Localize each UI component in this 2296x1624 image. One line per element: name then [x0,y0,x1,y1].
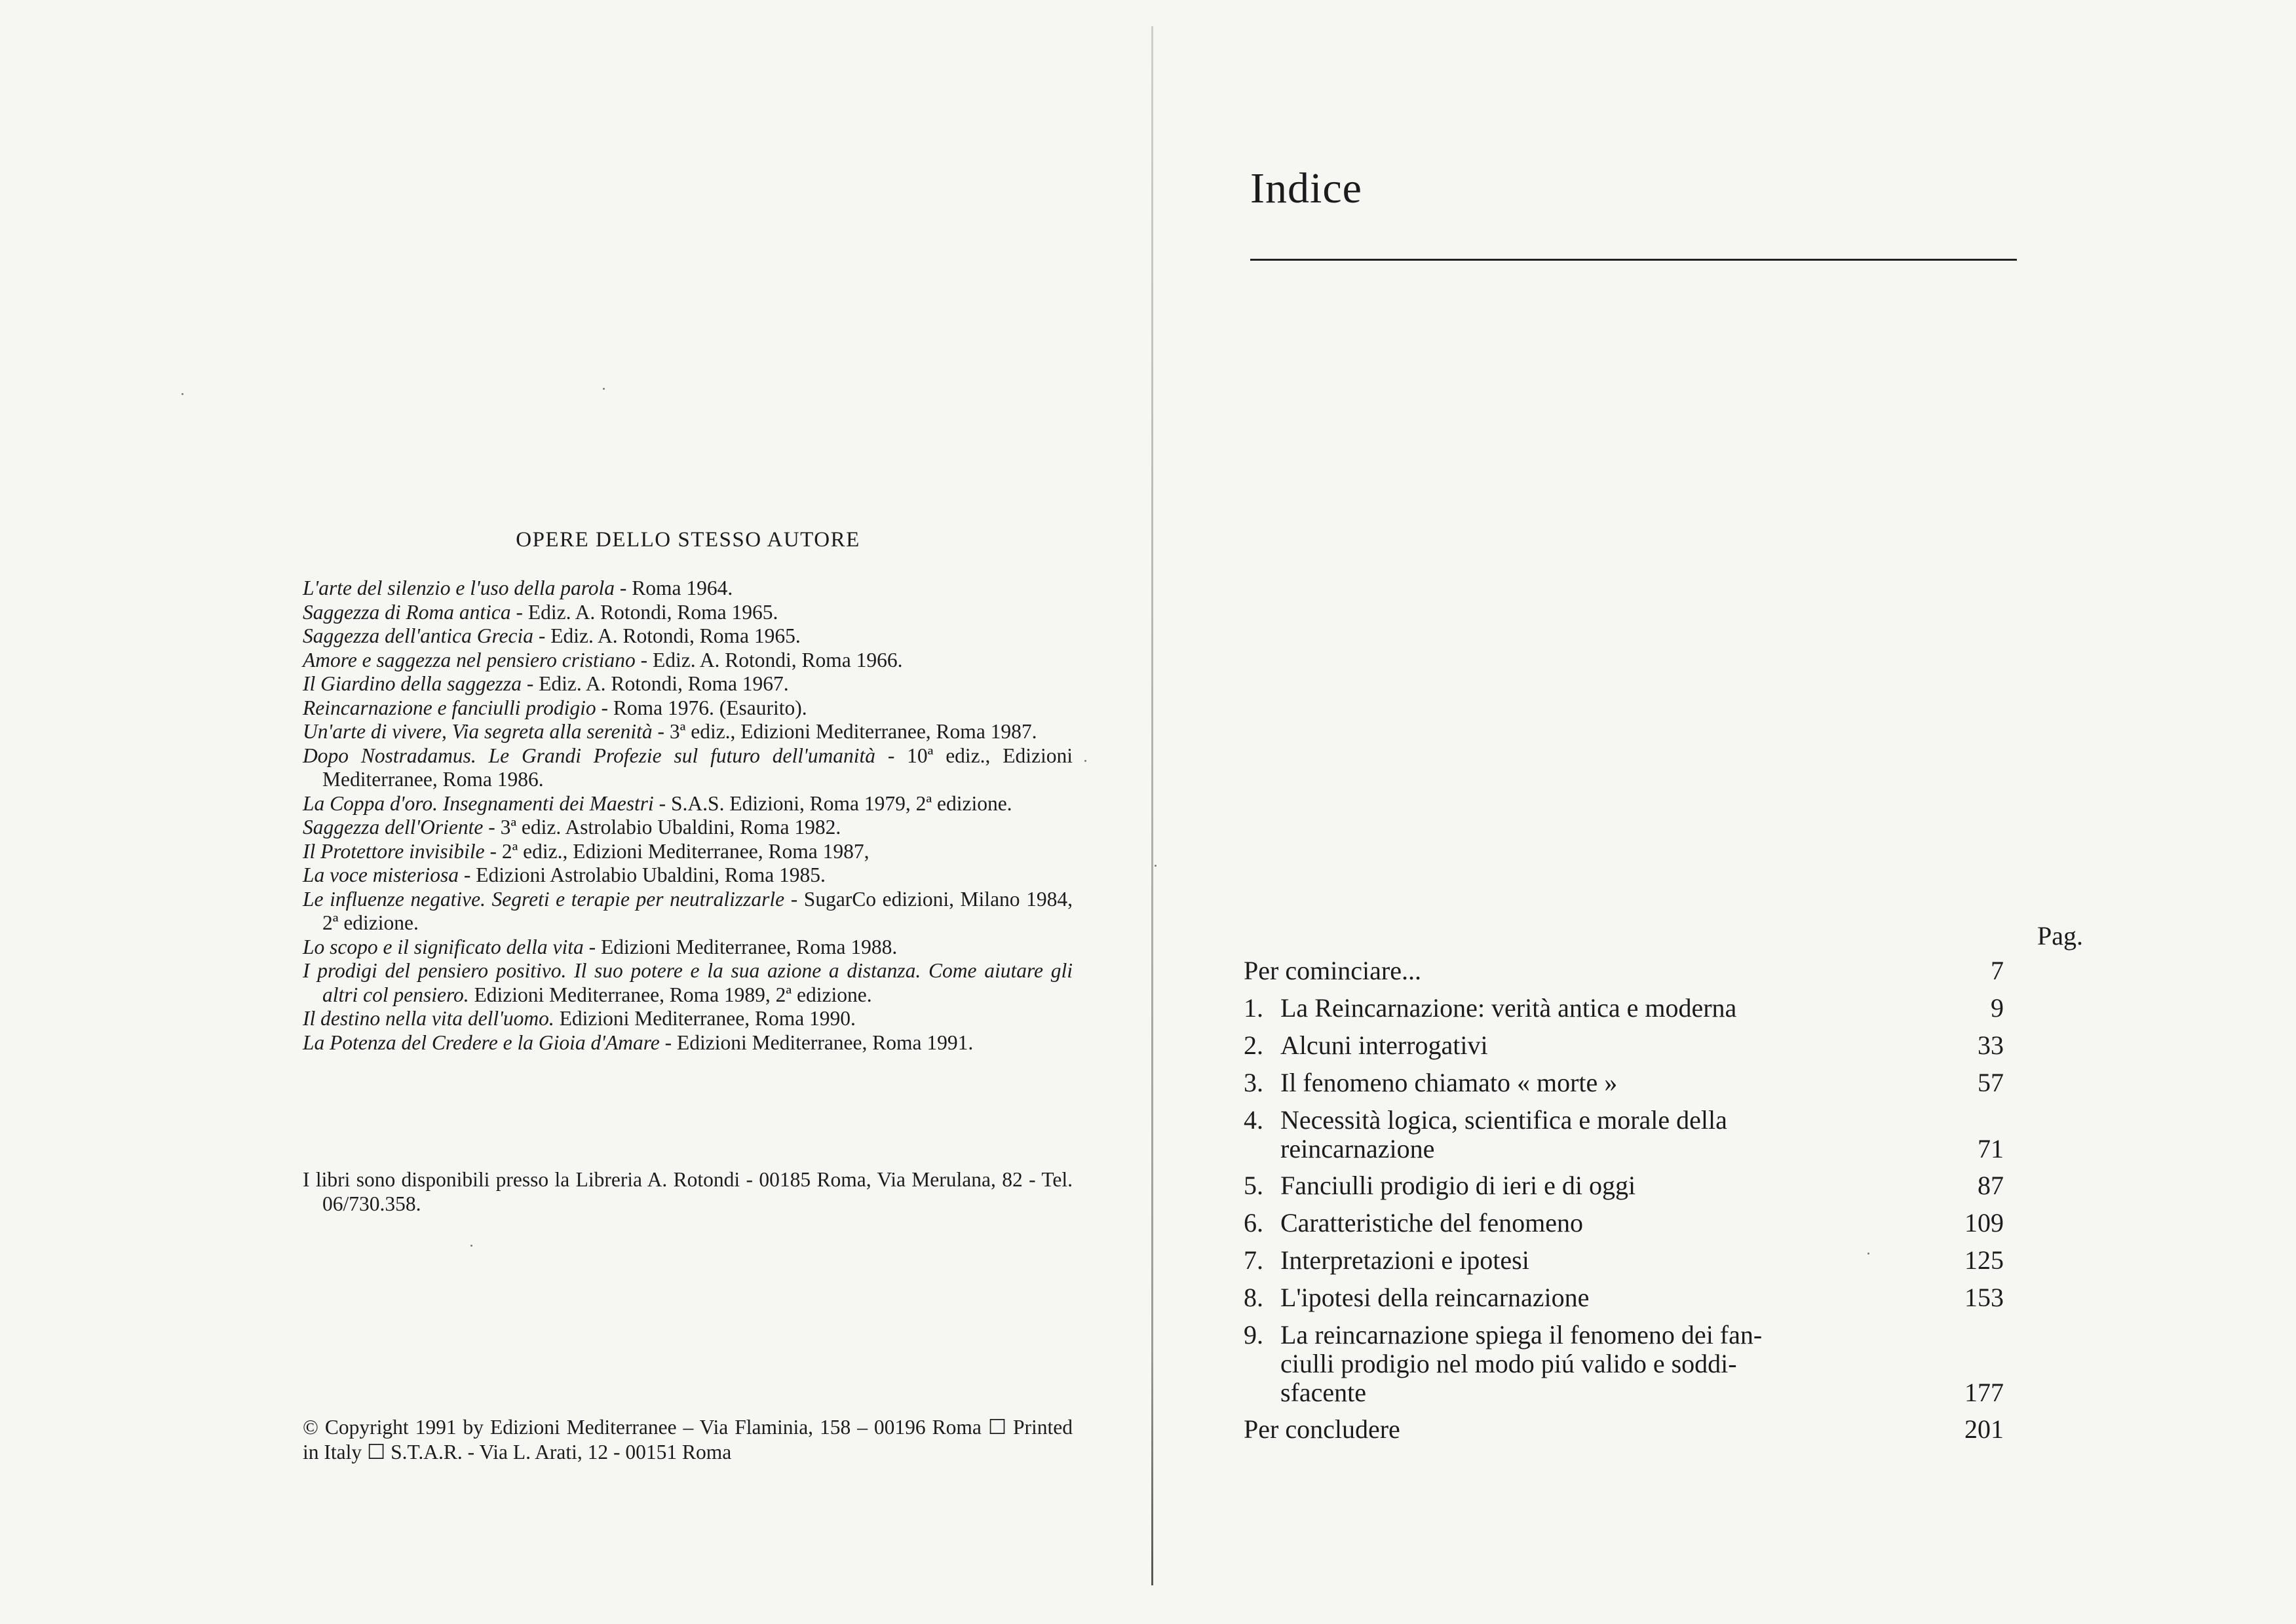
work-title: Saggezza dell'antica Grecia [303,624,534,647]
work-details: - Roma 1976. (Esaurito). [596,696,807,719]
toc-chapter-title [1244,956,1903,985]
work-title: La Potenza del Credere e la Gioia d'Amare [303,1030,660,1054]
toc-title-line: ciulli prodigio nel modo piú valido e soddi- [1280,1349,1737,1378]
availability-note: I libri sono disponibili presso la Libreria A. Rotondi - 00185 Roma, Via Merulana, 82 - Tel. 06/730.358. [303,1168,1073,1215]
toc-title-line: Caratteristiche del fenomeno [1280,1208,1584,1237]
toc-chapter-title [1280,1171,1903,1200]
index-title: Indice [1250,164,1362,212]
toc-title-line: Necessità logica, scientifica e morale della [1280,1105,1727,1135]
toc-page-number: 109 [1964,1208,2004,1237]
work-details: Edizioni Mediterranee, Roma 1989, 2ª edizione. [469,983,872,1006]
paper-speck [182,393,183,395]
work-entry [303,863,1073,888]
toc-entry [1244,1283,2004,1312]
work-details: - SugarCo edizioni, Milano 1984, 2ª edizione. [322,887,1073,934]
work-title: Lo scopo e il significato della vita [303,935,584,958]
work-details: - 3ª ediz. Astrolabio Ubaldini, Roma 1982. [483,816,841,839]
toc-chapter-number: 2. [1244,1030,1263,1060]
toc-entry [1244,1106,2004,1163]
work-title: Il Giardino della saggezza [303,672,522,695]
toc-chapter-title [1280,994,1903,1023]
work-title: Saggezza dell'Oriente [303,816,484,839]
work-title: La voce misteriosa [303,863,459,886]
work-title: Un'arte di vivere, Via segreta alla serenità [303,720,653,743]
toc-title-line: Il fenomeno chiamato « morte » [1280,1068,1618,1097]
work-title: L'arte del silenzio e l'uso della parola [303,576,615,599]
toc-entry [1244,994,2004,1023]
work-details: - S.A.S. Edizioni, Roma 1979, 2ª edizione. [653,791,1012,815]
toc-chapter-title [1280,1246,1903,1275]
toc-entry [1244,1171,2004,1200]
table-of-contents [1244,956,2004,1452]
paper-speck [470,1245,472,1247]
title-rule [1250,259,2017,261]
toc-page-number: 87 [1978,1171,2004,1200]
work-entry [303,601,1073,625]
work-entry [303,672,1073,696]
work-entry [303,649,1073,673]
toc-page-number: 177 [1964,1378,2004,1407]
work-details: - Ediz. A. Rotondi, Roma 1965. [510,600,778,624]
toc-entry [1244,956,2004,985]
work-title: I prodigi del pensiero positivo. Il suo potere e la sua azione a distanza. Come aiutare gli altri col pensiero. [303,959,1073,1006]
toc-title-line: La reincarnazione spiega il fenomeno dei fan- [1280,1320,1763,1350]
work-entry [303,888,1073,935]
paper-speck [603,388,605,390]
works-list [303,576,1073,1055]
work-entry [303,816,1073,840]
work-entry [303,696,1073,721]
work-title: Dopo Nostradamus. Le Grandi Profezie sul futuro dell'umanità [303,744,875,767]
work-title: Amore e saggezza nel pensiero cristiano [303,648,636,671]
work-details: - Roma 1964. [615,576,733,599]
work-details: - Edizioni Astrolabio Ubaldini, Roma 1985. [458,863,826,886]
toc-chapter-title [1280,1068,1903,1097]
work-title: Le influenze negative. Segreti e terapie per neutralizzarle [303,887,785,911]
work-entry [303,1031,1073,1055]
toc-entry [1244,1321,2004,1407]
work-details: - Edizioni Mediterranee, Roma 1991. [659,1030,974,1054]
work-entry [303,959,1073,1007]
toc-title-line: La Reincarnazione: verità antica e moderna [1280,993,1737,1023]
page-column-label: Pag. [2037,921,2083,951]
toc-chapter-number: 6. [1244,1208,1263,1237]
toc-title-line: sfacente [1280,1378,1367,1407]
toc-title-line: Per concludere [1244,1414,1400,1444]
work-entry [303,840,1073,864]
toc-page-number: 9 [1991,993,2004,1023]
paper-speck [1084,760,1086,762]
paper-speck [1155,865,1157,867]
toc-chapter-number: 8. [1244,1283,1263,1312]
toc-title-line: Per cominciare... [1244,956,1421,985]
toc-page-number: 71 [1978,1134,2004,1163]
toc-title-line: L'ipotesi della reincarnazione [1280,1283,1590,1312]
toc-entry [1244,1415,2004,1444]
work-details: - 10ª ediz., Edizioni Mediterranee, Roma 1986. [322,744,1073,791]
work-entry [303,935,1073,960]
toc-entry [1244,1246,2004,1275]
work-details: - Edizioni Mediterranee, Roma 1988. [583,935,898,958]
toc-chapter-title [1280,1031,1903,1060]
toc-chapter-number: 3. [1244,1068,1263,1097]
works-heading: OPERE DELLO STESSO AUTORE [516,528,860,552]
toc-page-number: 125 [1964,1245,2004,1275]
toc-chapter-number: 1. [1244,993,1263,1023]
work-entry [303,792,1073,816]
toc-chapter-number: 7. [1244,1245,1263,1275]
toc-chapter-number: 9. [1244,1320,1263,1350]
work-entry [303,576,1073,601]
work-details: - Ediz. A. Rotondi, Roma 1966. [635,648,903,671]
toc-chapter-title [1280,1106,1903,1163]
toc-title-line: Interpretazioni e ipotesi [1280,1245,1529,1275]
work-title: La Coppa d'oro. Insegnamenti dei Maestri [303,791,654,815]
work-details: - Ediz. A. Rotondi, Roma 1967. [521,672,789,695]
toc-page-number: 57 [1978,1068,2004,1097]
copyright-notice: © Copyright 1991 by Edizioni Mediterranee – Via Flaminia, 158 – 00196 Roma ☐ Printed in Italy ☐ S.T.A.R. - Via L. Arati, 12 - 00151 Roma [303,1416,1073,1463]
work-entry [303,744,1073,792]
right-page [1153,0,2296,1624]
work-title: Il destino nella vita dell'uomo. [303,1007,554,1030]
toc-page-number: 33 [1978,1030,2004,1060]
toc-title-line: reincarnazione [1280,1134,1435,1163]
toc-title-line: Fanciulli prodigio di ieri e di oggi [1280,1171,1636,1200]
toc-chapter-title [1244,1415,1903,1444]
work-title: Saggezza di Roma antica [303,600,511,624]
toc-chapter-number: 5. [1244,1171,1263,1200]
work-details: - 3ª ediz., Edizioni Mediterranee, Roma 1987. [652,720,1037,743]
toc-entry [1244,1209,2004,1237]
toc-chapter-number: 4. [1244,1105,1263,1135]
work-title: Reincarnazione e fanciulli prodigio [303,696,596,719]
toc-chapter-title [1280,1209,1903,1237]
work-entry [303,720,1073,744]
toc-chapter-title [1280,1321,1903,1407]
work-details: - 2ª ediz., Edizioni Mediterranee, Roma 1987, [484,839,870,863]
toc-page-number: 7 [1991,956,2004,985]
toc-entry [1244,1068,2004,1097]
work-entry [303,1007,1073,1031]
paper-speck [1867,1253,1869,1255]
work-details: Edizioni Mediterranee, Roma 1990. [554,1007,856,1030]
toc-chapter-title [1280,1283,1903,1312]
work-title: Il Protettore invisibile [303,839,485,863]
toc-title-line: Alcuni interrogativi [1280,1030,1488,1060]
toc-page-number: 153 [1964,1283,2004,1312]
work-details: - Ediz. A. Rotondi, Roma 1965. [533,624,801,647]
toc-page-number: 201 [1964,1414,2004,1444]
work-entry [303,624,1073,649]
toc-entry [1244,1031,2004,1060]
